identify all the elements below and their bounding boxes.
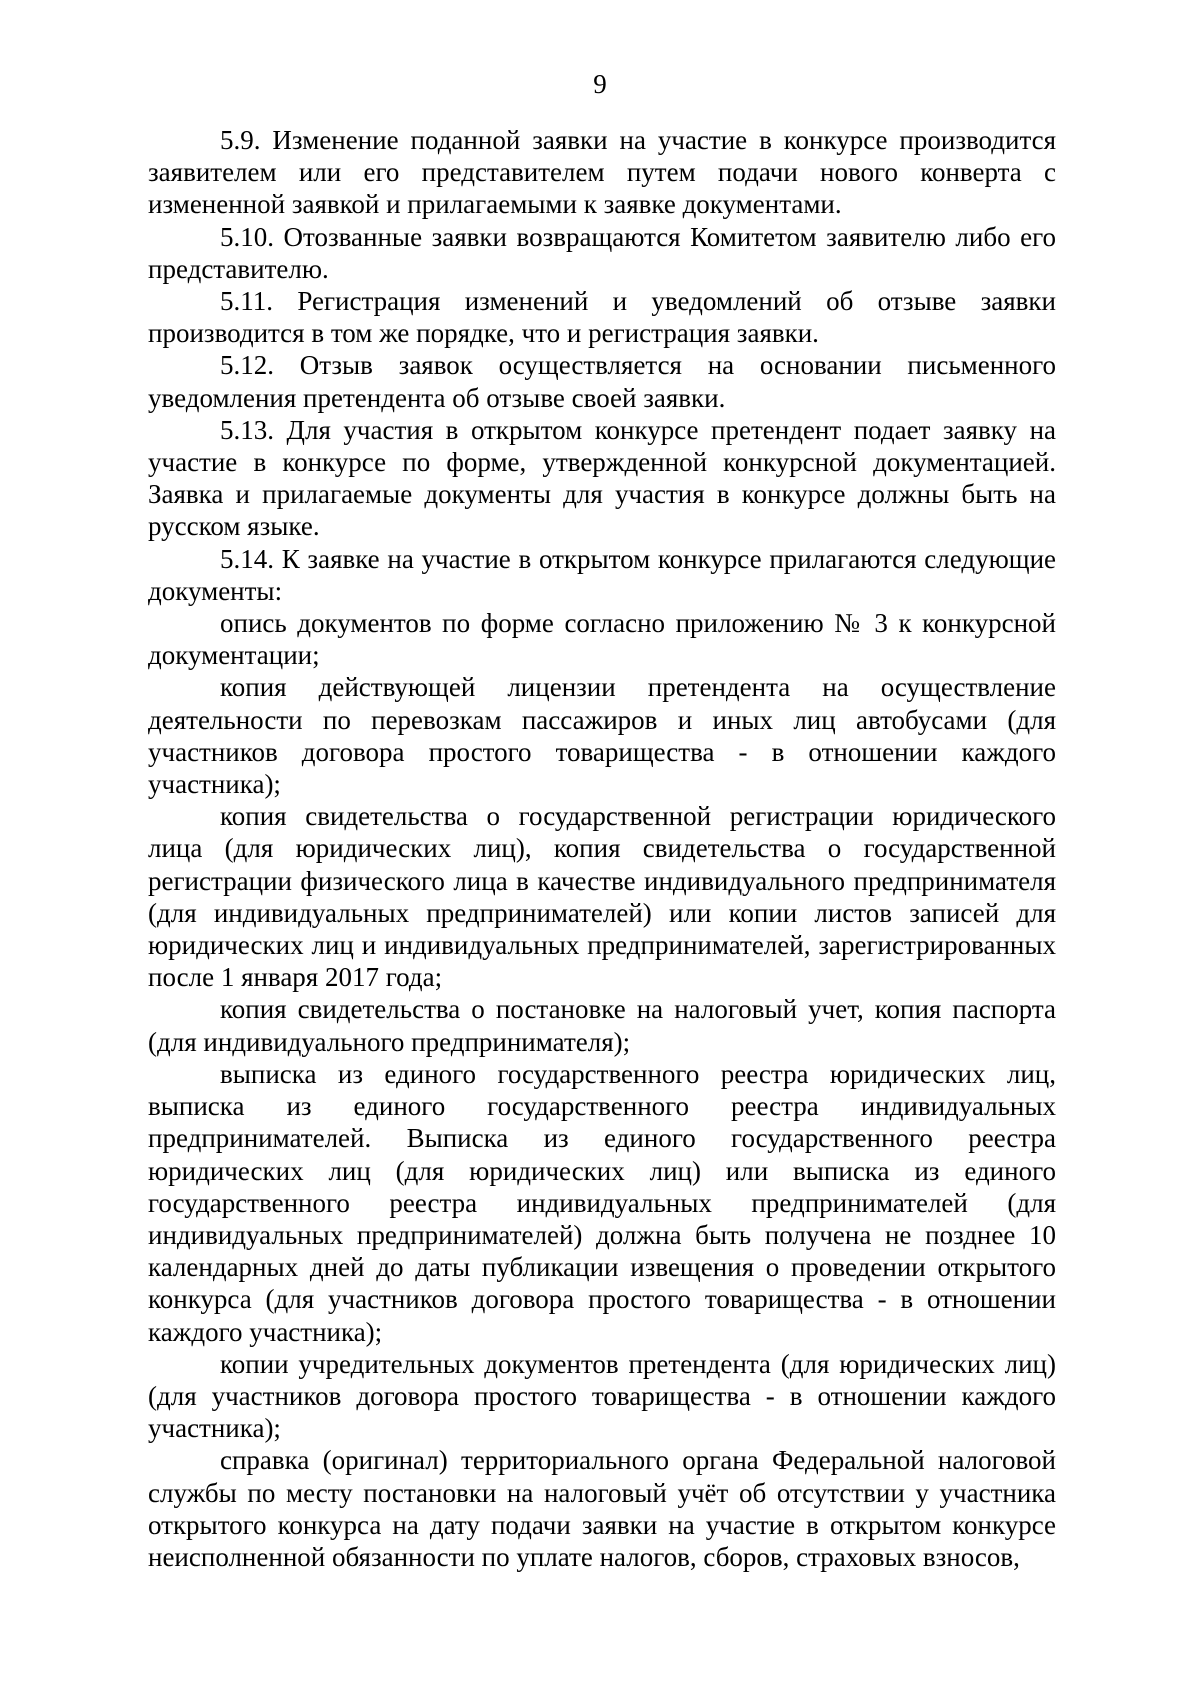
paragraph-5-13: 5.13. Для участия в открытом конкурсе претендент подает заявку на участие в конкурсе по форме, утвержденной конкурсной документацией. Заявка и прилагаемые документы для участия в конкурсе должны быть на русском языке.	[148, 414, 1056, 542]
paragraph-5-9: 5.9. Изменение поданной заявки на участие в конкурсе производится заявителем или его представителем путем подачи нового конверта с измененной заявкой и прилагаемыми к заявке документами.	[148, 125, 1056, 220]
list-item-license: копия действующей лицензии претендента на осуществление деятельности по перевозкам пассажиров и иных лиц автобусами (для участников договора простого товарищества - в отношении каждого участника);	[148, 672, 1056, 800]
document-body	[148, 124, 1056, 1573]
page-number: 9	[593, 69, 607, 99]
paragraph-5-10: 5.10. Отозванные заявки возвращаются Комитетом заявителю либо его представителю.	[148, 221, 1056, 284]
list-item-tax-certificate: копия свидетельства о постановке на налоговый учет, копия паспорта (для индивидуального предпринимателя);	[148, 994, 1056, 1057]
paragraph-5-11: 5.11. Регистрация изменений и уведомлений об отзыве заявки производится в том же порядке, что и регистрация заявки.	[148, 286, 1056, 349]
paragraph-5-14: 5.14. К заявке на участие в открытом конкурсе прилагаются следующие документы:	[148, 543, 1056, 606]
list-item-registration-certificate: копия свидетельства о государственной регистрации юридического лица (для юридических лиц), копия свидетельства о государственной регистрации физического лица в качестве индивидуального предпринимателя (для индивидуальных предпринимателей) или копии листов записей для юридических лиц и индивидуальных предпринимателей, зарегистрированных после 1 января 2017 года;	[148, 801, 1056, 993]
list-item-register-extract: выписка из единого государственного реестра юридических лиц, выписка из единого государственного реестра индивидуальных предпринимателей. Выписка из единого государственного реестра юридических лиц (для юридических лиц) или выписка из единого государственного реестра индивидуальных предпринимателей (для индивидуальных предпринимателей) должна быть получена не позднее 10 календарных дней до даты публикации извещения о проведении открытого конкурса (для участников договора простого товарищества - в отношении каждого участника);	[148, 1058, 1056, 1347]
list-item-tax-statement: справка (оригинал) территориального органа Федеральной налоговой службы по месту постановки на налоговый учёт об отсутствии у участника открытого конкурса на дату подачи заявки на участие в открытом конкурсе неисполненной обязанности по уплате налогов, сборов, страховых взносов,	[148, 1445, 1056, 1572]
paragraph-5-12: 5.12. Отзыв заявок осуществляется на основании письменного уведомления претендента об отзыве своей заявки.	[148, 350, 1056, 413]
list-item-founding-documents: копии учредительных документов претендента (для юридических лиц) (для участников договора простого товарищества - в отношении каждого участника);	[148, 1348, 1056, 1444]
list-item-inventory: опись документов по форме согласно приложению № 3 к конкурсной документации;	[148, 608, 1056, 671]
